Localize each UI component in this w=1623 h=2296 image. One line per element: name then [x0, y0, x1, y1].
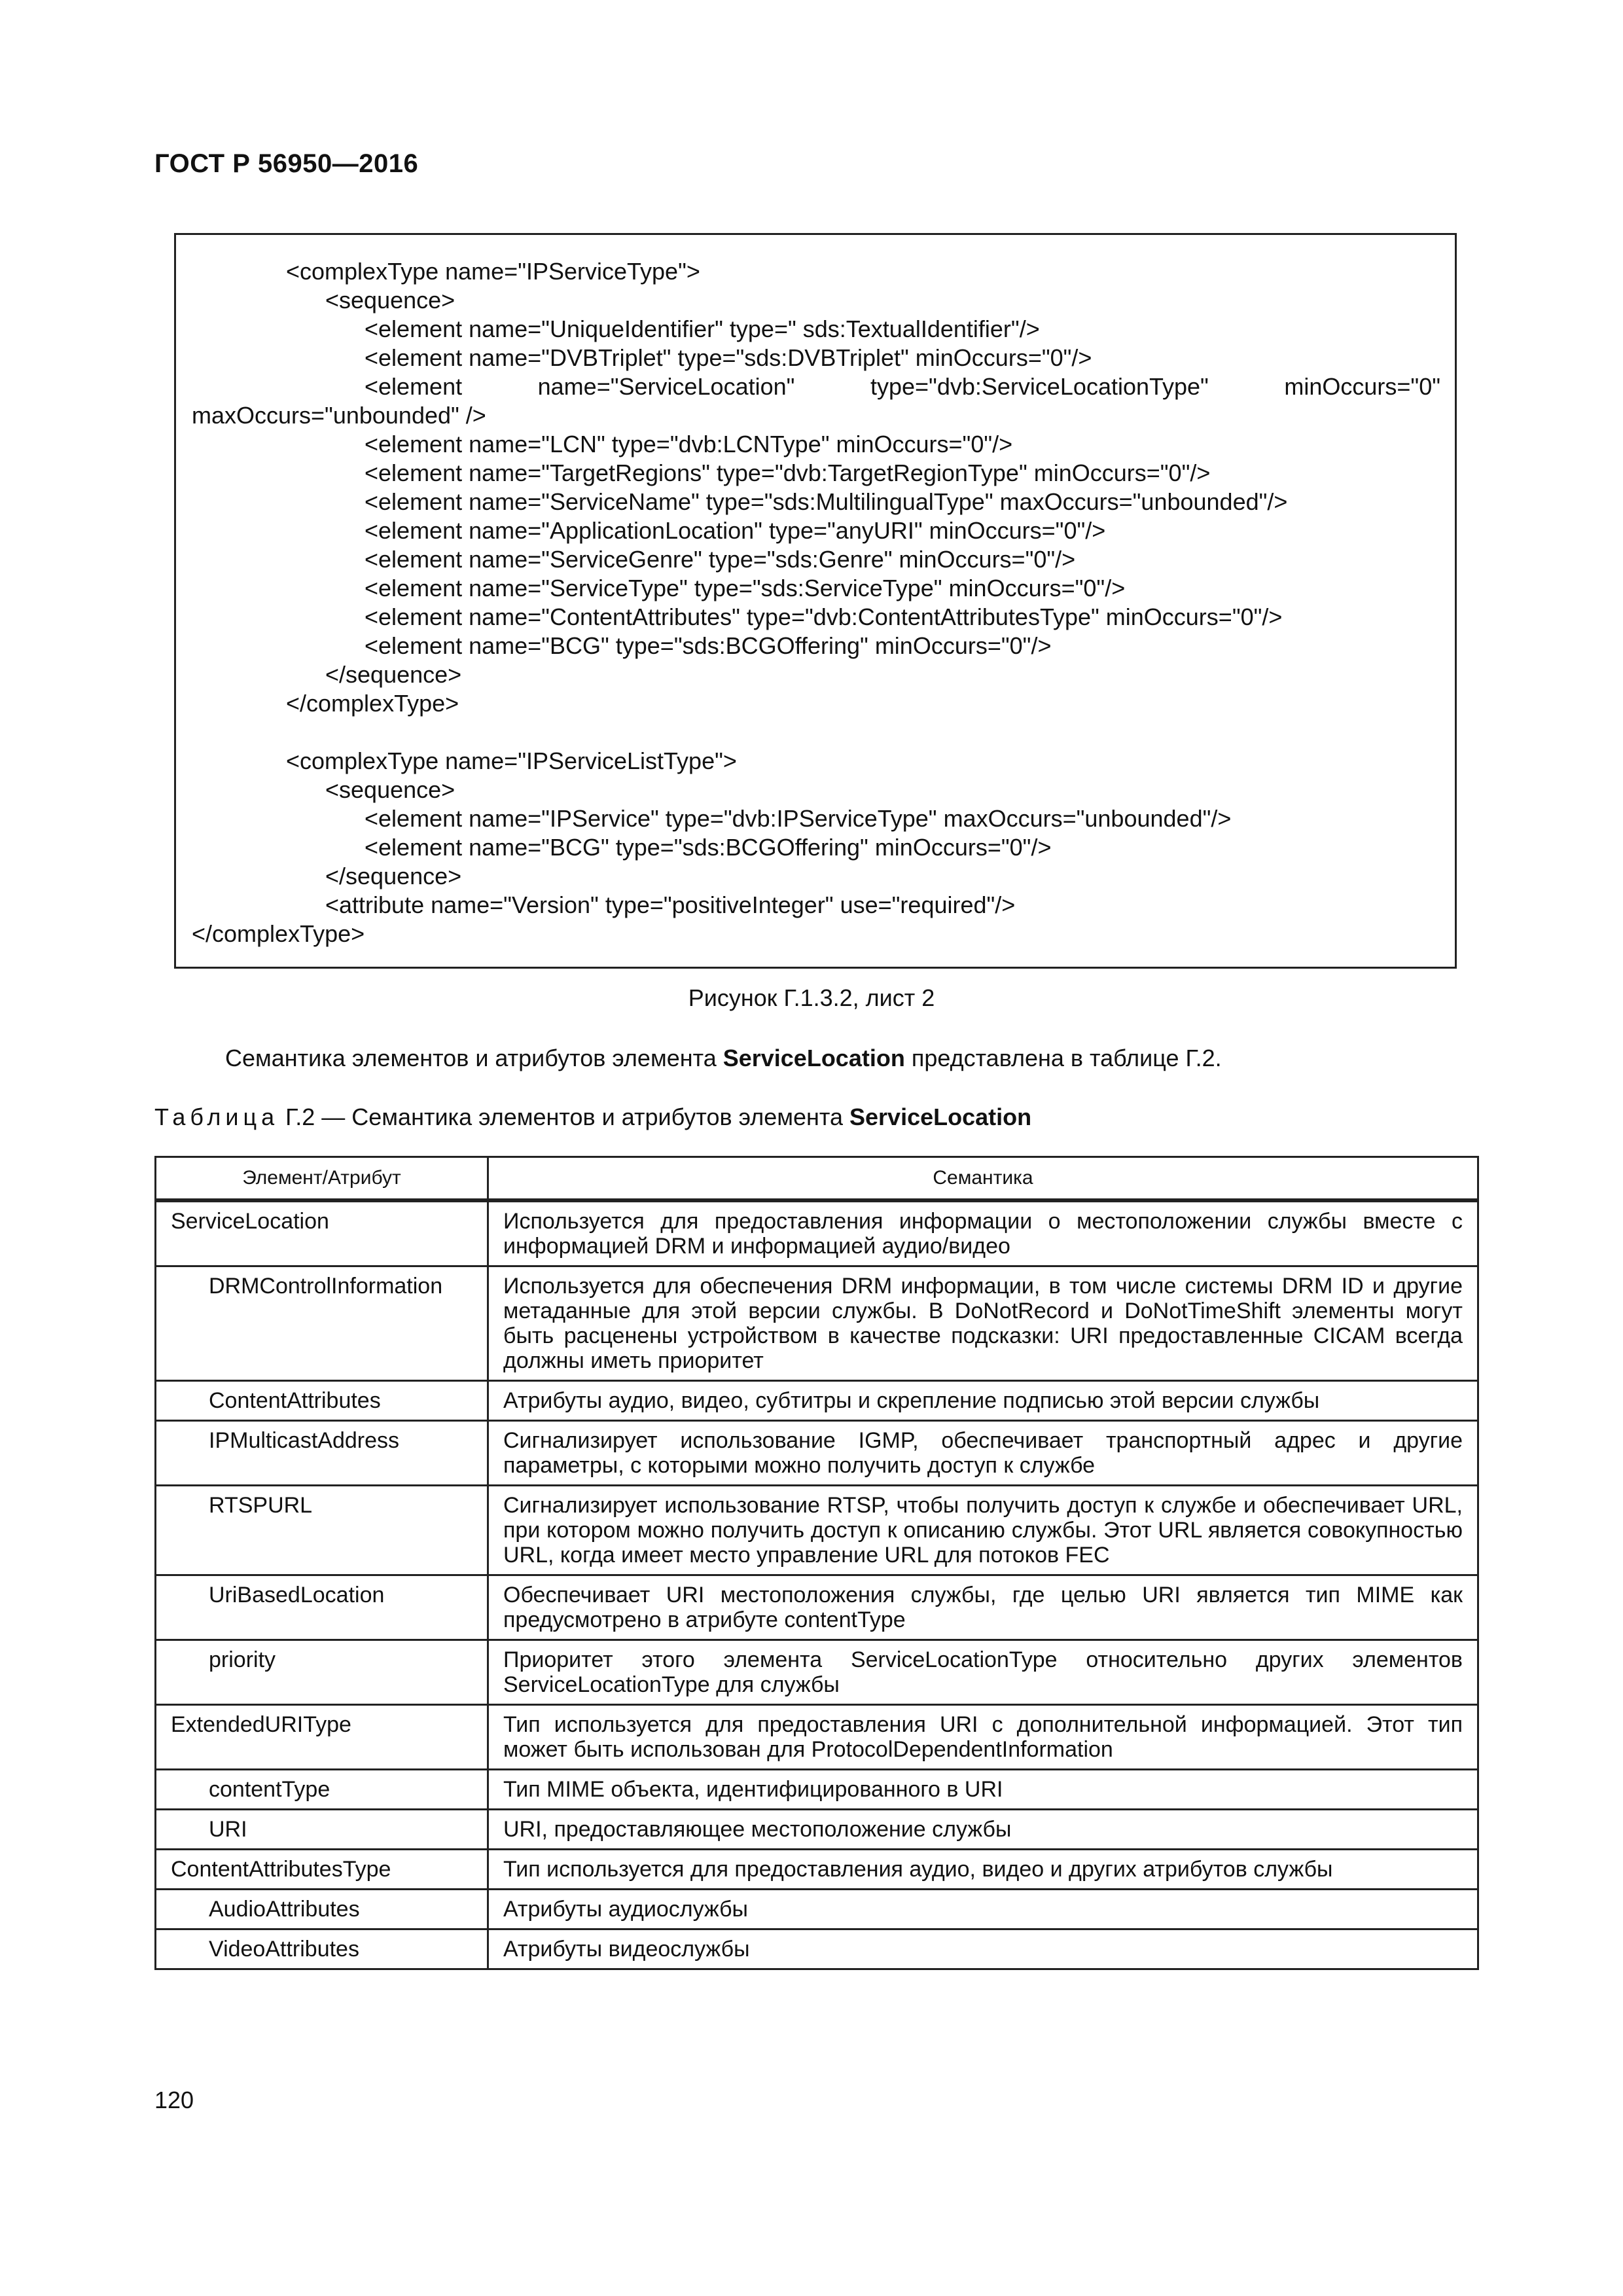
code-line: <complexType name="IPServiceListType">	[286, 747, 737, 774]
table-row	[156, 1929, 1478, 1969]
table-row	[156, 1770, 1478, 1810]
table-row	[156, 1421, 1478, 1486]
code-line: <element name="TargetRegions" type="dvb:TargetRegionType" minOccurs="0"/>	[365, 459, 1211, 486]
code-line: </sequence>	[325, 661, 462, 688]
element-name-cell: AudioAttributes	[156, 1890, 488, 1929]
paragraph-text: Семантика элементов и атрибутов элемента	[225, 1045, 723, 1071]
element-name-cell: DRMControlInformation	[156, 1266, 488, 1381]
code-line: <element name="BCG" type="sds:BCGOffering" minOccurs="0"/>	[365, 632, 1052, 659]
element-name-cell: VideoAttributes	[156, 1929, 488, 1969]
table-row	[156, 1890, 1478, 1929]
semantics-cell: Используется для обеспечения DRM информации, в том числе системы DRM ID и другие метаданные для этой версии службы. В DoNotRecord и DoNotTimeShift элементы могут быть расценены устройством в качестве подсказки: URI предоставленные CICAM всегда должны иметь приоритет	[488, 1266, 1478, 1381]
table-row	[156, 1850, 1478, 1890]
semantics-cell: Атрибуты аудиослужбы	[488, 1890, 1478, 1929]
table-row	[156, 1640, 1478, 1705]
column-header-element: Элемент/Атрибут	[156, 1157, 488, 1201]
code-line: <complexType name="IPServiceType">	[286, 258, 700, 285]
code-line	[365, 372, 1440, 401]
element-name-cell: ContentAttributesType	[156, 1850, 488, 1890]
semantics-cell: Атрибуты аудио, видео, субтитры и скрепление подписью этой версии службы	[488, 1381, 1478, 1421]
semantics-cell: Обеспечивает URI местоположения службы, где целью URI является тип MIME как предусмотрено в атрибуте contentType	[488, 1575, 1478, 1640]
semantics-cell: Приоритет этого элемента ServiceLocationType относительно других элементов ServiceLocationType для службы	[488, 1640, 1478, 1705]
element-name-cell: URI	[156, 1810, 488, 1850]
semantics-cell: Используется для предоставления информации о местоположении службы вместе с информацией DRM и информацией аудио/видео	[488, 1200, 1478, 1266]
code-line: <element name="BCG" type="sds:BCGOffering" minOccurs="0"/>	[365, 834, 1052, 861]
code-line: </complexType>	[286, 690, 459, 717]
table-row	[156, 1810, 1478, 1850]
element-name-cell: ExtendedURIType	[156, 1705, 488, 1770]
code-token: type="dvb:ServiceLocationType"	[870, 373, 1209, 400]
element-name-cell: UriBasedLocation	[156, 1575, 488, 1640]
xml-schema-listing	[174, 233, 1457, 969]
semantics-cell: Тип используется для предоставления аудио, видео и других атрибутов службы	[488, 1850, 1478, 1890]
code-token: <element	[365, 373, 463, 400]
code-line: </complexType>	[192, 920, 365, 947]
element-name-cell: priority	[156, 1640, 488, 1705]
code-line: <element name="DVBTriplet" type="sds:DVBTriplet" minOccurs="0"/>	[365, 344, 1092, 371]
element-name-cell: ServiceLocation	[156, 1200, 488, 1266]
column-header-semantics: Семантика	[488, 1157, 1478, 1201]
code-line: <element name="LCN" type="dvb:LCNType" minOccurs="0"/>	[365, 431, 1013, 457]
code-line: <element name="IPService" type="dvb:IPServiceType" maxOccurs="unbounded"/>	[365, 805, 1232, 832]
semantics-table	[154, 1156, 1479, 1970]
paragraph-bold-term: ServiceLocation	[722, 1045, 905, 1071]
code-line: <element name="ServiceGenre" type="sds:Genre" minOccurs="0"/>	[365, 546, 1076, 573]
code-line: <element name="ContentAttributes" type="dvb:ContentAttributesType" minOccurs="0"/>	[365, 603, 1283, 630]
page-number: 120	[154, 2087, 194, 2113]
table-header-row	[156, 1157, 1478, 1201]
table-row	[156, 1705, 1478, 1770]
table-title-bold-term: ServiceLocation	[849, 1103, 1032, 1130]
table-row	[156, 1381, 1478, 1421]
document-header: ГОСТ Р 56950—2016	[154, 149, 419, 178]
semantics-cell: Атрибуты видеослужбы	[488, 1929, 1478, 1969]
semantics-cell: Тип используется для предоставления URI с дополнительной информацией. Этот тип может быть использован для ProtocolDependentInformation	[488, 1705, 1478, 1770]
semantics-cell: URI, предоставляющее местоположение службы	[488, 1810, 1478, 1850]
code-line: <sequence>	[325, 776, 455, 803]
code-line: <element name="ServiceName" type="sds:MultilingualType" maxOccurs="unbounded"/>	[365, 488, 1288, 515]
code-line: </sequence>	[325, 863, 462, 889]
element-name-cell: RTSPURL	[156, 1486, 488, 1575]
code-line: <element name="UniqueIdentifier" type=" sds:TextualIdentifier"/>	[365, 315, 1040, 342]
table-row	[156, 1200, 1478, 1266]
code-line: maxOccurs="unbounded" />	[192, 402, 486, 429]
table-row	[156, 1575, 1478, 1640]
element-name-cell: ContentAttributes	[156, 1381, 488, 1421]
code-line: <element name="ApplicationLocation" type="anyURI" minOccurs="0"/>	[365, 517, 1106, 544]
paragraph-text-end: представлена в таблице Г.2.	[904, 1045, 1222, 1071]
table-row	[156, 1266, 1478, 1381]
table-label: Таблица	[154, 1103, 279, 1130]
table-row	[156, 1486, 1478, 1575]
code-line: <sequence>	[325, 287, 455, 314]
semantics-cell: Сигнализирует использование IGMP, обеспечивает транспортный адрес и другие параметры, с которыми можно получить доступ к службе	[488, 1421, 1478, 1486]
code-token: name="ServiceLocation"	[537, 373, 795, 400]
intro-paragraph	[225, 1045, 1222, 1072]
code-line: <attribute name="Version" type="positiveInteger" use="required"/>	[325, 891, 1016, 918]
semantics-cell: Тип MIME объекта, идентифицированного в URI	[488, 1770, 1478, 1810]
code-line: <element name="ServiceType" type="sds:ServiceType" minOccurs="0"/>	[365, 575, 1126, 601]
table-title	[154, 1103, 1031, 1131]
code-token: minOccurs="0"	[1284, 373, 1440, 400]
element-name-cell: IPMulticastAddress	[156, 1421, 488, 1486]
semantics-cell: Сигнализирует использование RTSP, чтобы получить доступ к службе и обеспечивает URL, при котором можно получить доступ к описанию службы. Этот URL является совокупностью URL, когда имеет место управление URL для потоков FEC	[488, 1486, 1478, 1575]
figure-caption: Рисунок Г.1.3.2, лист 2	[688, 984, 935, 1011]
table-title-text: Г.2 — Семантика элементов и атрибутов элемента	[279, 1103, 849, 1130]
element-name-cell: contentType	[156, 1770, 488, 1810]
